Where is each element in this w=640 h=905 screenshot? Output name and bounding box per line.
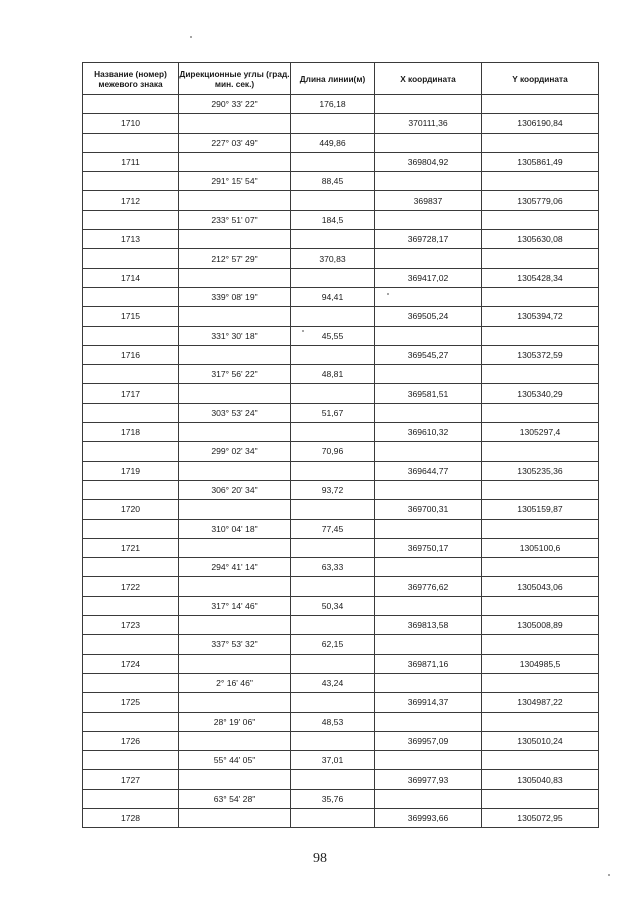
point-row — [83, 770, 599, 789]
segment-row — [83, 172, 599, 191]
empty-cell — [375, 210, 482, 229]
empty-cell — [291, 114, 375, 133]
empty-cell — [482, 480, 599, 499]
segment-row — [83, 673, 599, 692]
boundary-coordinates-table — [82, 62, 599, 828]
empty-cell — [83, 635, 179, 654]
segment-row — [83, 751, 599, 770]
empty-cell — [83, 326, 179, 345]
directional-angle-cell: 317° 56' 22" — [179, 365, 291, 384]
segment-row — [83, 712, 599, 731]
empty-cell — [83, 519, 179, 538]
y-coordinate-cell: 1306190,84 — [482, 114, 599, 133]
y-coordinate-cell: 1305008,89 — [482, 616, 599, 635]
empty-cell — [482, 596, 599, 615]
segment-row — [83, 442, 599, 461]
point-row — [83, 731, 599, 750]
point-row — [83, 577, 599, 596]
x-coordinate-cell: 369581,51 — [375, 384, 482, 403]
point-name-cell: 1726 — [83, 731, 179, 750]
line-length-cell: 370,83 — [291, 249, 375, 268]
empty-cell — [291, 731, 375, 750]
scan-speck — [608, 874, 610, 876]
y-coordinate-cell: 1305100,6 — [482, 538, 599, 557]
scan-speck — [190, 36, 192, 38]
point-name-cell: 1721 — [83, 538, 179, 557]
line-length-cell: 77,45 — [291, 519, 375, 538]
empty-cell — [375, 596, 482, 615]
empty-cell — [482, 95, 599, 114]
empty-cell — [83, 789, 179, 808]
empty-cell — [375, 365, 482, 384]
x-coordinate-cell: 369728,17 — [375, 230, 482, 249]
empty-cell — [83, 596, 179, 615]
directional-angle-cell: 294° 41' 14" — [179, 558, 291, 577]
directional-angle-cell: 299° 02' 34" — [179, 442, 291, 461]
directional-angle-cell: 310° 04' 18" — [179, 519, 291, 538]
y-coordinate-cell: 1305235,36 — [482, 461, 599, 480]
y-coordinate-cell: 1305372,59 — [482, 345, 599, 364]
empty-cell — [179, 538, 291, 557]
empty-cell — [179, 268, 291, 287]
empty-cell — [375, 673, 482, 692]
empty-cell — [291, 616, 375, 635]
point-name-cell: 1716 — [83, 345, 179, 364]
empty-cell — [482, 558, 599, 577]
header-x-coordinate: X координата — [375, 63, 482, 95]
empty-cell — [482, 365, 599, 384]
empty-cell — [83, 751, 179, 770]
empty-cell — [375, 326, 482, 345]
empty-cell — [375, 519, 482, 538]
segment-row — [83, 519, 599, 538]
x-coordinate-cell: 370111,36 — [375, 114, 482, 133]
line-length-cell: 62,15 — [291, 635, 375, 654]
line-length-cell: 50,34 — [291, 596, 375, 615]
empty-cell — [375, 751, 482, 770]
empty-cell — [179, 114, 291, 133]
point-name-cell: 1710 — [83, 114, 179, 133]
x-coordinate-cell: 369957,09 — [375, 731, 482, 750]
x-coordinate-cell: 369871,16 — [375, 654, 482, 673]
empty-cell — [482, 789, 599, 808]
directional-angle-cell: 2° 16' 46" — [179, 673, 291, 692]
y-coordinate-cell: 1305861,49 — [482, 152, 599, 171]
segment-row — [83, 95, 599, 114]
directional-angle-cell: 317° 14' 46" — [179, 596, 291, 615]
empty-cell — [179, 461, 291, 480]
empty-cell — [291, 770, 375, 789]
point-row — [83, 461, 599, 480]
empty-cell — [375, 635, 482, 654]
y-coordinate-cell: 1305630,08 — [482, 230, 599, 249]
empty-cell — [482, 326, 599, 345]
segment-row — [83, 635, 599, 654]
empty-cell — [291, 307, 375, 326]
empty-cell — [83, 480, 179, 499]
x-coordinate-cell: 369813,58 — [375, 616, 482, 635]
x-coordinate-cell: 369644,77 — [375, 461, 482, 480]
directional-angle-cell: 306° 20' 34" — [179, 480, 291, 499]
segment-row — [83, 326, 599, 345]
empty-cell — [375, 442, 482, 461]
empty-cell — [179, 345, 291, 364]
point-row — [83, 500, 599, 519]
x-coordinate-cell: 369977,93 — [375, 770, 482, 789]
empty-cell — [291, 384, 375, 403]
empty-cell — [83, 133, 179, 152]
x-coordinate-cell: 369750,17 — [375, 538, 482, 557]
point-name-cell: 1724 — [83, 654, 179, 673]
empty-cell — [83, 403, 179, 422]
point-row — [83, 345, 599, 364]
header-point-name: Название (номер) межевого знака — [83, 63, 179, 95]
empty-cell — [291, 808, 375, 827]
x-coordinate-cell: 369417,02 — [375, 268, 482, 287]
line-length-cell: 51,67 — [291, 403, 375, 422]
point-row — [83, 230, 599, 249]
header-row — [83, 63, 599, 95]
line-length-cell: 449,86 — [291, 133, 375, 152]
y-coordinate-cell: 1305159,87 — [482, 500, 599, 519]
directional-angle-cell: 63° 54' 28" — [179, 789, 291, 808]
x-coordinate-cell: 369505,24 — [375, 307, 482, 326]
empty-cell — [179, 770, 291, 789]
empty-cell — [375, 172, 482, 191]
empty-cell — [83, 95, 179, 114]
point-name-cell: 1728 — [83, 808, 179, 827]
directional-angle-cell: 212° 57' 29" — [179, 249, 291, 268]
empty-cell — [179, 731, 291, 750]
point-row — [83, 268, 599, 287]
directional-angle-cell: 339° 08' 19" — [179, 287, 291, 306]
empty-cell — [179, 693, 291, 712]
x-coordinate-cell: 369993,66 — [375, 808, 482, 827]
point-name-cell: 1714 — [83, 268, 179, 287]
empty-cell — [83, 442, 179, 461]
point-row — [83, 114, 599, 133]
line-length-cell: 37,01 — [291, 751, 375, 770]
y-coordinate-cell: 1305040,83 — [482, 770, 599, 789]
empty-cell — [375, 403, 482, 422]
empty-cell — [375, 133, 482, 152]
point-name-cell: 1717 — [83, 384, 179, 403]
header-directional-angle: Дирекционные углы (град. мин. сек.) — [179, 63, 291, 95]
y-coordinate-cell: 1305043,06 — [482, 577, 599, 596]
empty-cell — [291, 538, 375, 557]
point-row — [83, 808, 599, 827]
empty-cell — [482, 712, 599, 731]
y-coordinate-cell: 1305394,72 — [482, 307, 599, 326]
segment-row — [83, 480, 599, 499]
empty-cell — [482, 519, 599, 538]
point-row — [83, 307, 599, 326]
empty-cell — [179, 500, 291, 519]
empty-cell — [179, 307, 291, 326]
point-row — [83, 654, 599, 673]
empty-cell — [179, 616, 291, 635]
y-coordinate-cell: 1304987,22 — [482, 693, 599, 712]
point-name-cell: 1718 — [83, 423, 179, 442]
empty-cell — [291, 152, 375, 171]
segment-row — [83, 287, 599, 306]
point-row — [83, 152, 599, 171]
empty-cell — [375, 95, 482, 114]
empty-cell — [83, 287, 179, 306]
directional-angle-cell: 55° 44' 05" — [179, 751, 291, 770]
point-name-cell: 1719 — [83, 461, 179, 480]
empty-cell — [83, 249, 179, 268]
segment-row — [83, 558, 599, 577]
table-body — [83, 95, 599, 828]
empty-cell — [179, 654, 291, 673]
point-name-cell: 1715 — [83, 307, 179, 326]
y-coordinate-cell: 1304985,5 — [482, 654, 599, 673]
directional-angle-cell: 227° 03' 49" — [179, 133, 291, 152]
table-header — [83, 63, 599, 95]
empty-cell — [482, 133, 599, 152]
directional-angle-cell: 28° 19' 06" — [179, 712, 291, 731]
empty-cell — [83, 172, 179, 191]
line-length-cell: 48,53 — [291, 712, 375, 731]
empty-cell — [83, 210, 179, 229]
empty-cell — [291, 500, 375, 519]
directional-angle-cell: 290° 33' 22" — [179, 95, 291, 114]
empty-cell — [83, 558, 179, 577]
line-length-cell: 176,18 — [291, 95, 375, 114]
line-length-cell: 93,72 — [291, 480, 375, 499]
empty-cell — [291, 230, 375, 249]
directional-angle-cell: 331° 30' 18" — [179, 326, 291, 345]
line-length-cell: 43,24 — [291, 673, 375, 692]
point-name-cell: 1723 — [83, 616, 179, 635]
directional-angle-cell: 337° 53' 32" — [179, 635, 291, 654]
point-name-cell: 1711 — [83, 152, 179, 171]
empty-cell — [291, 423, 375, 442]
x-coordinate-cell: 369804,92 — [375, 152, 482, 171]
empty-cell — [482, 635, 599, 654]
y-coordinate-cell: 1305072,95 — [482, 808, 599, 827]
empty-cell — [291, 461, 375, 480]
point-row — [83, 423, 599, 442]
empty-cell — [83, 712, 179, 731]
segment-row — [83, 365, 599, 384]
empty-cell — [482, 210, 599, 229]
page-number: 98 — [313, 851, 327, 866]
line-length-cell: 35,76 — [291, 789, 375, 808]
empty-cell — [375, 480, 482, 499]
empty-cell — [482, 287, 599, 306]
empty-cell — [375, 789, 482, 808]
empty-cell — [179, 808, 291, 827]
y-coordinate-cell: 1305779,06 — [482, 191, 599, 210]
empty-cell — [291, 268, 375, 287]
empty-cell — [482, 673, 599, 692]
empty-cell — [83, 365, 179, 384]
segment-row — [83, 249, 599, 268]
point-row — [83, 191, 599, 210]
x-coordinate-cell: 369914,37 — [375, 693, 482, 712]
header-y-coordinate: Y координата — [482, 63, 599, 95]
empty-cell — [291, 693, 375, 712]
segment-row — [83, 596, 599, 615]
point-name-cell: 1722 — [83, 577, 179, 596]
point-name-cell: 1720 — [83, 500, 179, 519]
point-row — [83, 693, 599, 712]
empty-cell — [375, 712, 482, 731]
segment-row — [83, 403, 599, 422]
empty-cell — [482, 403, 599, 422]
y-coordinate-cell: 1305340,29 — [482, 384, 599, 403]
x-coordinate-cell: 369837 — [375, 191, 482, 210]
line-length-cell: 63,33 — [291, 558, 375, 577]
empty-cell — [482, 751, 599, 770]
line-length-cell: 184,5 — [291, 210, 375, 229]
point-row — [83, 384, 599, 403]
point-name-cell: 1712 — [83, 191, 179, 210]
point-name-cell: 1713 — [83, 230, 179, 249]
empty-cell — [179, 152, 291, 171]
directional-angle-cell: 303° 53' 24" — [179, 403, 291, 422]
x-coordinate-cell: 369610,32 — [375, 423, 482, 442]
empty-cell — [482, 442, 599, 461]
x-coordinate-cell: 369700,31 — [375, 500, 482, 519]
header-line-length: Длина линии(м) — [291, 63, 375, 95]
line-length-cell: 88,45 — [291, 172, 375, 191]
directional-angle-cell: 233° 51' 07" — [179, 210, 291, 229]
point-name-cell: 1727 — [83, 770, 179, 789]
y-coordinate-cell: 1305428,34 — [482, 268, 599, 287]
segment-row — [83, 133, 599, 152]
line-length-cell: 70,96 — [291, 442, 375, 461]
empty-cell — [179, 191, 291, 210]
empty-cell — [83, 673, 179, 692]
empty-cell — [291, 345, 375, 364]
x-coordinate-cell: 369545,27 — [375, 345, 482, 364]
empty-cell — [375, 287, 482, 306]
point-row — [83, 538, 599, 557]
segment-row — [83, 789, 599, 808]
empty-cell — [291, 191, 375, 210]
empty-cell — [482, 249, 599, 268]
point-name-cell: 1725 — [83, 693, 179, 712]
directional-angle-cell: 291° 15' 54" — [179, 172, 291, 191]
y-coordinate-cell: 1305010,24 — [482, 731, 599, 750]
line-length-cell: 45,55 — [291, 326, 375, 345]
segment-row — [83, 210, 599, 229]
x-coordinate-cell: 369776,62 — [375, 577, 482, 596]
empty-cell — [291, 654, 375, 673]
empty-cell — [179, 384, 291, 403]
empty-cell — [179, 577, 291, 596]
empty-cell — [179, 423, 291, 442]
line-length-cell: 48,81 — [291, 365, 375, 384]
empty-cell — [375, 249, 482, 268]
y-coordinate-cell: 1305297,4 — [482, 423, 599, 442]
line-length-cell: 94,41 — [291, 287, 375, 306]
empty-cell — [179, 230, 291, 249]
empty-cell — [482, 172, 599, 191]
empty-cell — [375, 558, 482, 577]
point-row — [83, 616, 599, 635]
empty-cell — [291, 577, 375, 596]
